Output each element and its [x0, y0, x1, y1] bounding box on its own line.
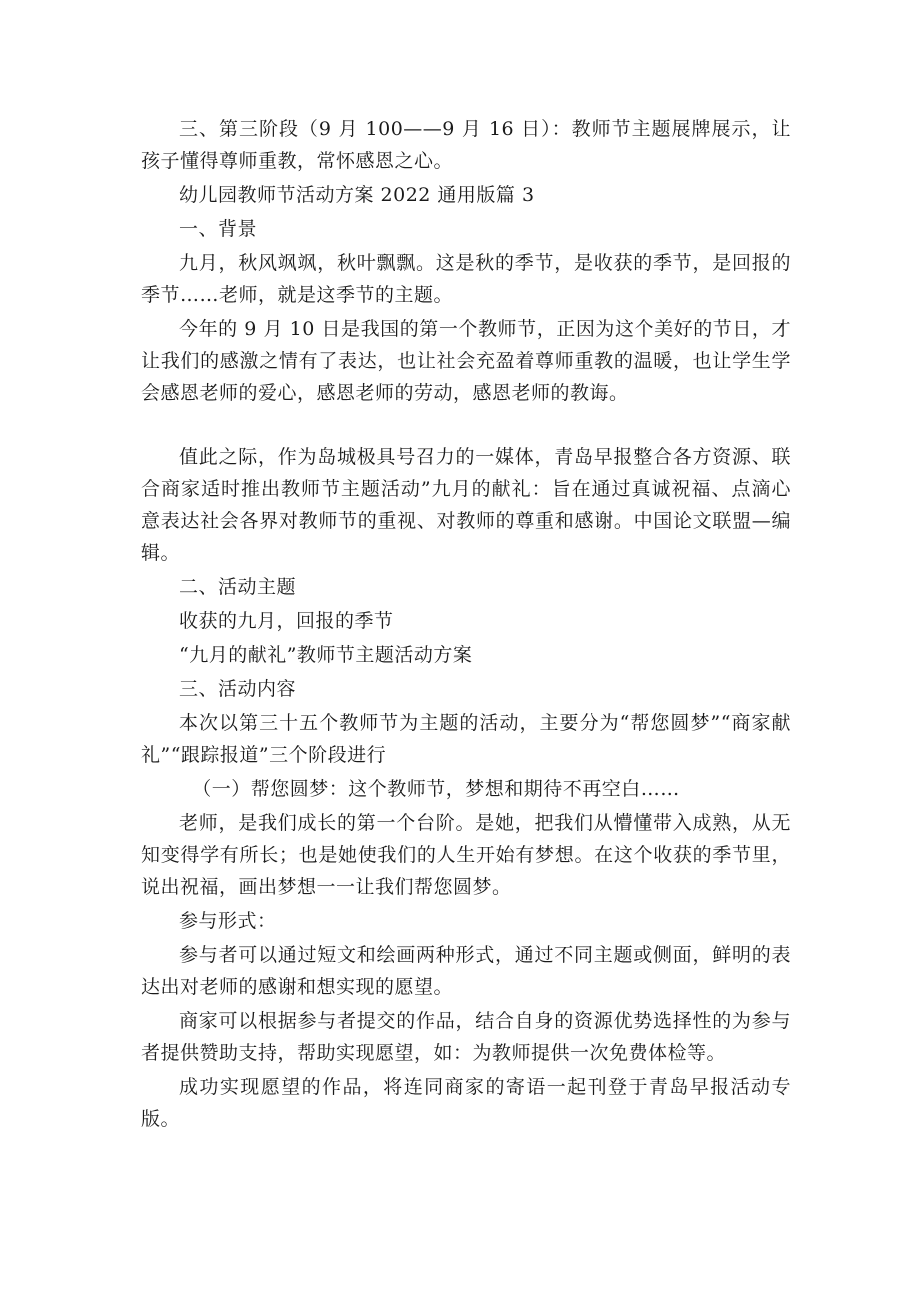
paragraph-three-stages: 本次以第三十五个教师节为主题的活动，主要分为“帮您圆梦”“商家献礼”“跟踪报道”三个阶段进行	[141, 712, 791, 766]
heading-participation: 参与形式：	[179, 910, 277, 932]
heading-activity-theme: 二、活动主题	[179, 576, 297, 598]
paragraph-september: 九月，秋风飒飒，秋叶飘飘。这是秋的季节，是收获的季节，是回报的季节……老师，就是这季节的主题。	[141, 252, 791, 306]
paragraph-merchants: 商家可以根据参与者提交的作品，结合自身的资源优势选择性的为参与者提供赞助支持，帮助实现愿望，如：为教师提供一次免费体检等。	[141, 1010, 791, 1064]
paragraph-participants: 参与者可以通过短文和绘画两种形式，通过不同主题或侧面，鲜明的表达出对老师的感谢和想实现的愿望。	[141, 944, 791, 998]
paragraph-stage-three: 三、第三阶段（9 月 100——9 月 16 日）：教师节主题展牌展示，让孩子懂得尊师重教，常怀感恩之心。	[141, 118, 791, 172]
section-title-plan-3: 幼儿园教师节活动方案 2022 通用版篇 3	[179, 184, 535, 206]
paragraph-media-activity: 值此之际，作为岛城极具号召力的一媒体，青岛早报整合各方资源、联合商家适时推出教师节主题活动”九月的献礼：旨在通过真诚祝福、点滴心意表达社会各界对教师节的重视、对教师的尊重和感谢。中国论文联盟—编辑。	[141, 446, 791, 564]
theme-line: 收获的九月，回报的季节	[179, 610, 394, 632]
heading-activity-content: 三、活动内容	[179, 678, 297, 700]
paragraph-teachers-day: 今年的 9 月 10 日是我国的第一个教师节，正因为这个美好的节日，才让我们的感激之情有了表达，也让社会充盈着尊师重教的温暖，也让学生学会感恩老师的爱心，感恩老师的劳动，感恩老师的教诲。	[141, 318, 791, 404]
subheading-help-dream: （一）帮您圆梦：这个教师节，梦想和期待不再空白……	[192, 778, 680, 800]
paragraph-teacher-step: 老师，是我们成长的第一个台阶。是她，把我们从懵懂带入成熟，从无知变得学有所长；也是她使我们的人生开始有梦想。在这个收获的季节里，说出祝福，画出梦想一一让我们帮您圆梦。	[141, 812, 791, 898]
heading-background: 一、背景	[179, 218, 258, 240]
document-body	[141, 113, 791, 1137]
plan-title-line: “九月的献礼”教师节主题活动方案	[179, 644, 473, 666]
paragraph-publication: 成功实现愿望的作品，将连同商家的寄语一起刊登于青岛早报活动专版。	[141, 1076, 791, 1130]
